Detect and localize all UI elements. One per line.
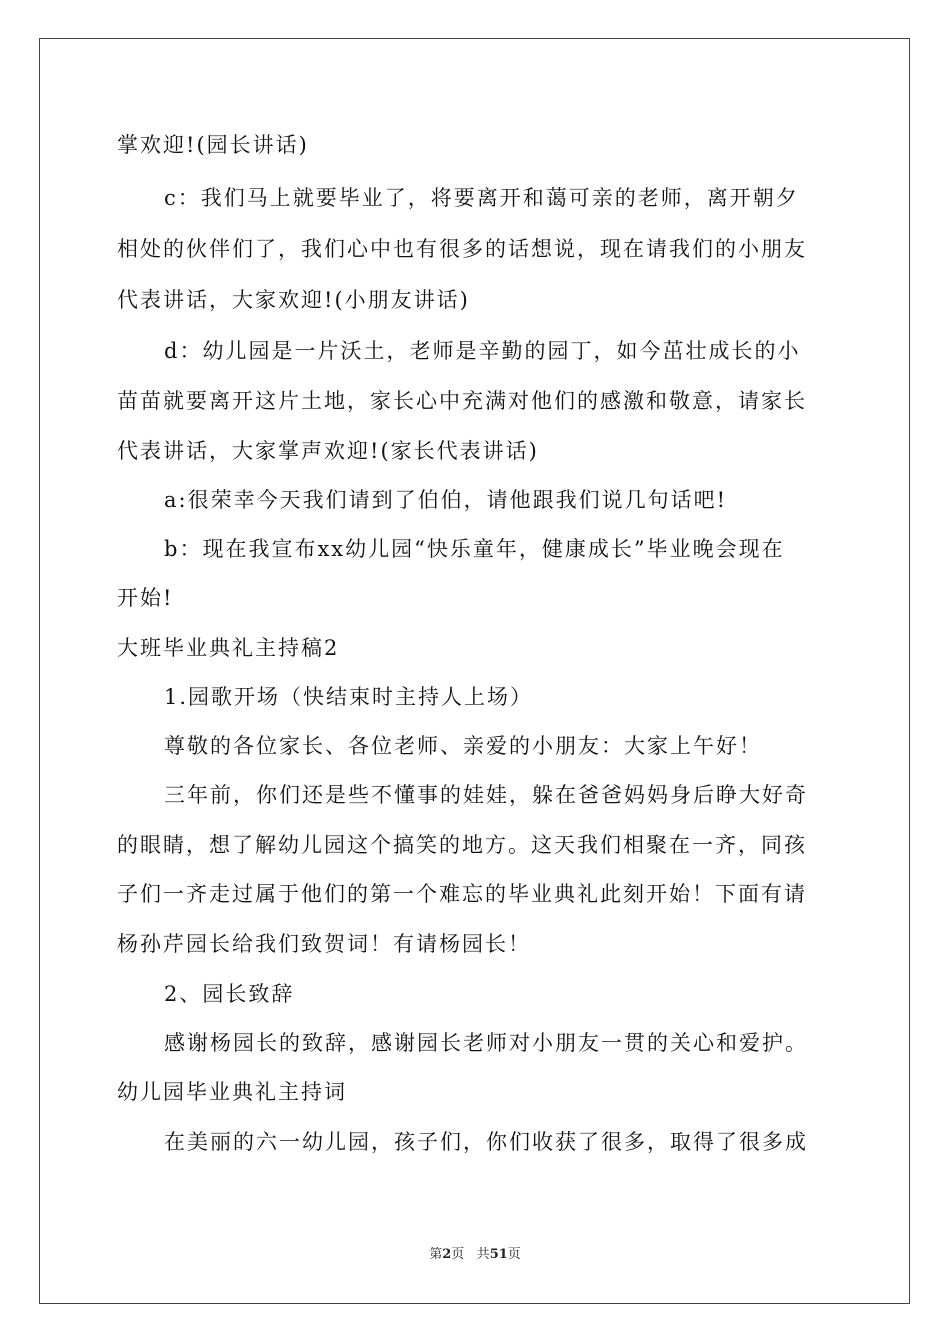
total-pages: 51 <box>489 1247 508 1262</box>
text-line: a:很荣幸今天我们请到了伯伯，请他跟我们说几句话吧! <box>164 488 728 512</box>
text-line: 感谢杨园长的致辞，感谢园长老师对小朋友一贯的关心和爱护。 <box>164 1031 808 1055</box>
section-heading: 幼儿园毕业典礼主持词 <box>117 1080 347 1104</box>
total-prefix: 共 <box>476 1247 490 1262</box>
text-line: 相处的伙伴们了，我们心中也有很多的话想说，现在请我们的小朋友 <box>117 237 807 261</box>
page-number: 2 <box>442 1247 452 1262</box>
text-line: 掌欢迎!(园长讲话) <box>117 133 309 157</box>
text-line: 代表讲话，大家掌声欢迎!(家长代表讲话) <box>117 439 539 463</box>
text-line: 苗苗就要离开这片土地，家长心中充满对他们的感激和敬意，请家长 <box>117 389 807 413</box>
text-line: 1.园歌开场（快结束时主持人上场） <box>164 685 534 709</box>
page-prefix: 第 <box>429 1247 443 1262</box>
page-suffix: 页 <box>451 1247 465 1262</box>
text-line: d：幼儿园是一片沃土，老师是辛勤的园丁，如今茁壮成长的小 <box>164 339 801 363</box>
text-line: 子们一齐走过属于他们的第一个难忘的毕业典礼此刻开始！下面有请 <box>117 882 807 906</box>
text-line: 三年前，你们还是些不懂事的娃娃，躲在爸爸妈妈身后睁大好奇 <box>164 783 808 807</box>
text-line: b：现在我宣布xx幼儿园“快乐童年，健康成长”毕业晚会现在 <box>164 537 785 561</box>
text-line: c：我们马上就要毕业了，将要离开和蔼可亲的老师，离开朝夕 <box>164 186 799 210</box>
page-frame <box>39 38 910 1304</box>
text-line: 开始! <box>117 586 174 610</box>
total-suffix: 页 <box>507 1247 521 1262</box>
section-heading: 大班毕业典礼主持稿2 <box>117 636 340 660</box>
page-footer <box>0 1246 950 1264</box>
text-line: 杨孙芹园长给我们致贺词！有请杨园长！ <box>117 932 531 956</box>
text-line: 代表讲话，大家欢迎!(小朋友讲话) <box>117 288 470 312</box>
text-line: 2、园长致辞 <box>164 982 295 1006</box>
text-line: 的眼睛，想了解幼儿园这个搞笑的地方。这天我们相聚在一齐，同孩 <box>117 833 807 857</box>
text-line: 尊敬的各位家长、各位老师、亲爱的小朋友：大家上午好！ <box>164 734 762 758</box>
text-line: 在美丽的六一幼儿园，孩子们，你们收获了很多，取得了很多成 <box>164 1130 808 1154</box>
